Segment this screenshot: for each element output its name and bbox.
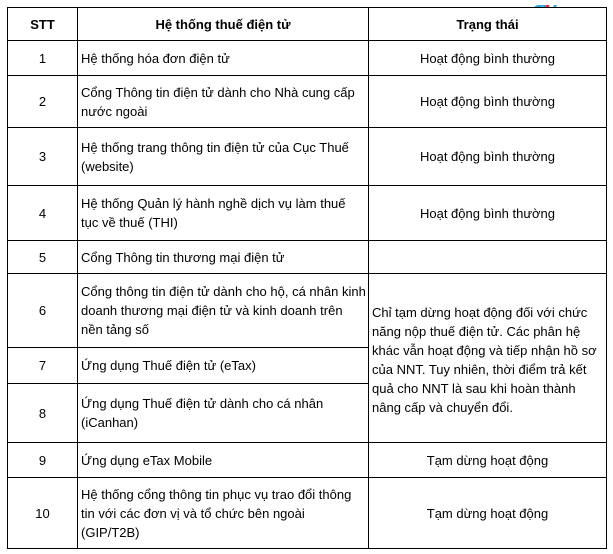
row-2-status: Hoạt động bình thường (369, 76, 607, 128)
rows-6-8-merged-status: Chỉ tạm dừng hoạt động đối với chức năng nộp thuế điện tử. Các phân hệ khác vẫn hoạt động và tiếp nhận hồ sơ của NNT. Tuy nhiên, thời điểm trả kết quả cho NNT là sau khi hoàn thành nâng cấp và chuyển đổi. (369, 274, 607, 443)
table-header-row (8, 8, 607, 41)
table-row-4 (8, 186, 607, 241)
row-4-system: Hệ thống Quản lý hành nghề dịch vụ làm thuế tục về thuế (THI) (78, 186, 369, 241)
table-row-6 (8, 274, 607, 348)
table-row-2 (8, 76, 607, 128)
row-2-system: Cổng Thông tin điện tử dành cho Nhà cung cấp nước ngoài (78, 76, 369, 128)
row-7-system: Ứng dụng Thuế điện tử (eTax) (78, 348, 369, 384)
row-4-stt: 4 (8, 186, 78, 241)
row-10-status: Tạm dừng hoạt động (369, 478, 607, 549)
row-3-system: Hệ thống trang thông tin điện tử của Cục Thuế (website) (78, 128, 369, 186)
row-10-system: Hệ thống cổng thông tin phục vụ trao đổi thông tin với các đơn vị và tổ chức bên ngoài (GIP/T2B) (78, 478, 369, 549)
table-row-10 (8, 478, 607, 549)
row-9-stt: 9 (8, 443, 78, 478)
row-5-stt: 5 (8, 241, 78, 274)
row-5-system: Cổng Thông tin thương mại điện tử (78, 241, 369, 274)
header-system: Hệ thống thuế điện tử (78, 8, 369, 41)
row-9-system: Ứng dụng eTax Mobile (78, 443, 369, 478)
row-2-stt: 2 (8, 76, 78, 128)
row-1-system: Hệ thống hóa đơn điện tử (78, 41, 369, 76)
row-8-stt: 8 (8, 384, 78, 443)
header-status: Trạng thái (369, 8, 607, 41)
row-7-stt: 7 (8, 348, 78, 384)
row-6-stt: 6 (8, 274, 78, 348)
row-5-status (369, 241, 607, 274)
row-6-system: Cổng thông tin điện tử dành cho hộ, cá nhân kinh doanh thương mại điện tử và kinh doanh trên nền tảng số (78, 274, 369, 348)
row-10-stt: 10 (8, 478, 78, 549)
row-8-system: Ứng dụng Thuế điện tử dành cho cá nhân (iCanhan) (78, 384, 369, 443)
table-row-5 (8, 241, 607, 274)
table-row-9 (8, 443, 607, 478)
row-1-stt: 1 (8, 41, 78, 76)
header-stt: STT (8, 8, 78, 41)
row-3-stt: 3 (8, 128, 78, 186)
table-row-1 (8, 41, 607, 76)
row-3-status: Hoạt động bình thường (369, 128, 607, 186)
table-row-3 (8, 128, 607, 186)
row-4-status: Hoạt động bình thường (369, 186, 607, 241)
row-1-status: Hoạt động bình thường (369, 41, 607, 76)
row-9-status: Tạm dừng hoạt động (369, 443, 607, 478)
tax-systems-status-table (7, 7, 607, 549)
